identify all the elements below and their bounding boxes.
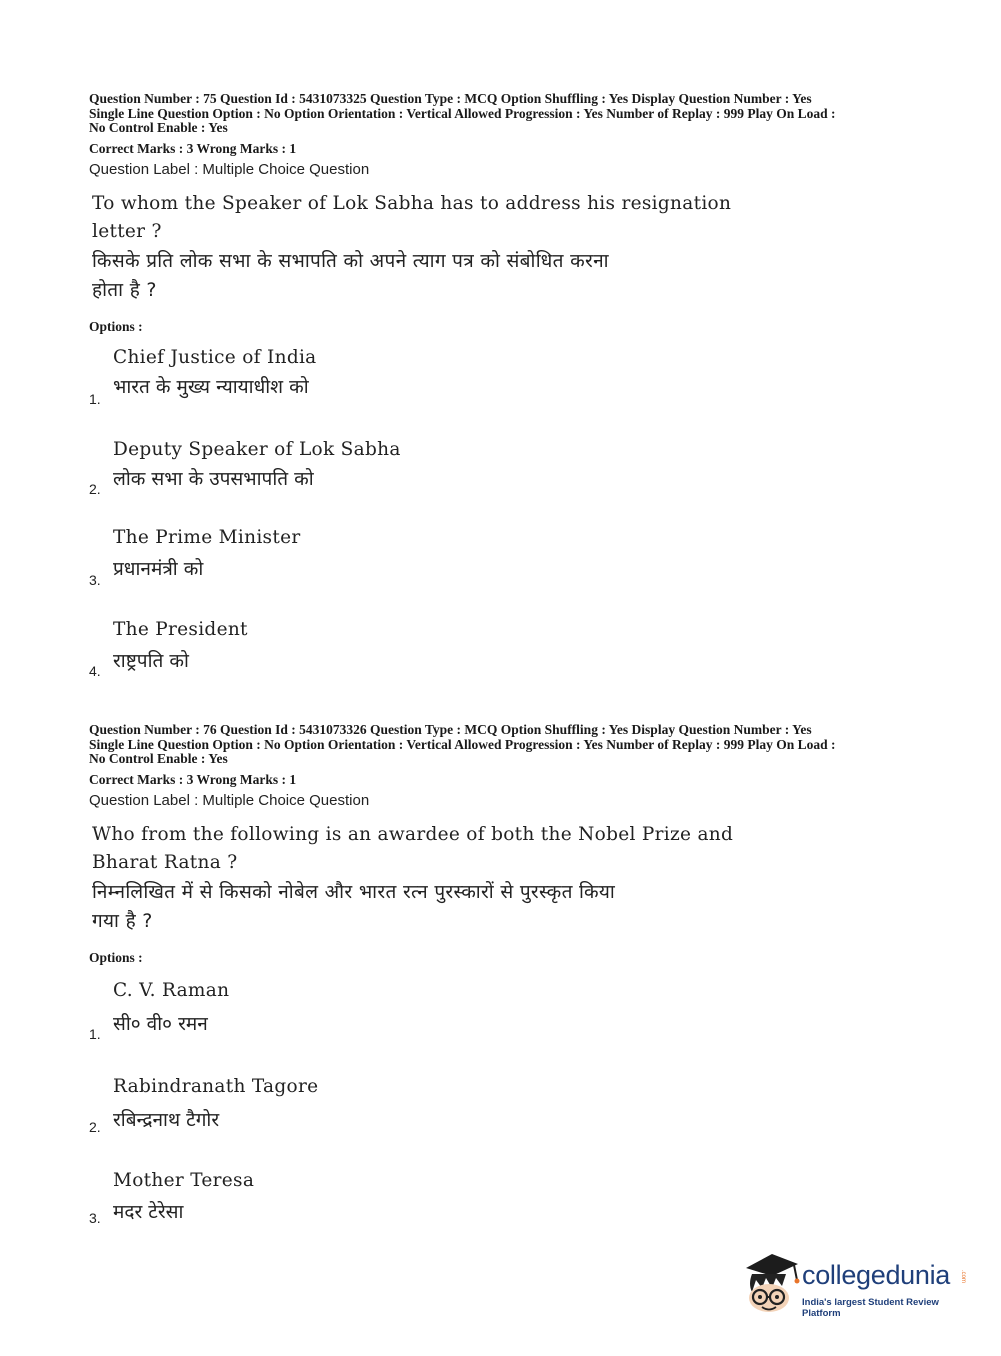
- question-text-line: To whom the Speaker of Lok Sabha has to address his resignation: [92, 192, 732, 214]
- logo-wordmark: collegedunia: [802, 1260, 951, 1290]
- question-text-line: Bharat Ratna ?: [92, 852, 238, 874]
- option-number: 2.: [89, 480, 101, 497]
- option-number: 2.: [89, 1118, 101, 1135]
- logo-tagline: India's largest Student Review Platform: [802, 1297, 939, 1319]
- option-text-english: Deputy Speaker of Lok Sabha: [113, 438, 401, 460]
- option-1[interactable]: [89, 980, 919, 1076]
- option-number: 3.: [89, 1209, 101, 1226]
- option-2[interactable]: [89, 1076, 919, 1170]
- question-text-line: किसके प्रति लोक सभा के सभापति को अपने त्याग पत्र को संबोधित करना: [92, 249, 609, 272]
- logo-suffix: .com: [960, 1270, 966, 1284]
- option-number: 1.: [89, 390, 101, 407]
- question-text-hindi: [92, 247, 782, 305]
- option-text-hindi: प्रधानमंत्री को: [113, 557, 204, 580]
- collegedunia-logo: [742, 1250, 972, 1320]
- option-text-english: The President: [113, 618, 248, 640]
- question-meta: [89, 92, 919, 136]
- question-marks: Correct Marks : 3 Wrong Marks : 1: [89, 771, 297, 787]
- option-2[interactable]: [89, 439, 919, 529]
- question-text-line: होता है ?: [92, 278, 157, 301]
- meta-line: Question Number : 75 Question Id : 5431073325 Question Type : MCQ Option Shuffling : Yes Display Question Number : Yes: [89, 91, 812, 106]
- meta-line: No Control Enable : Yes: [89, 751, 228, 767]
- meta-line: Question Number : 76 Question Id : 5431073326 Question Type : MCQ Option Shuffling : Yes Display Question Number : Yes: [89, 722, 812, 737]
- option-text-hindi: सी० वी० रमन: [113, 1012, 208, 1035]
- options-heading: Options :: [89, 318, 143, 334]
- meta-line: Single Line Question Option : No Option Orientation : Vertical Allowed Progression : Yes Number of Replay : 999 Play On Load :: [89, 105, 836, 121]
- options-list: [89, 347, 919, 709]
- option-text-english: Mother Teresa: [113, 1169, 255, 1191]
- option-text-hindi: लोक सभा के उपसभापति को: [113, 467, 314, 490]
- student-mascot-icon: [742, 1250, 802, 1316]
- option-text-hindi: राष्ट्रपति को: [113, 649, 189, 672]
- question-text-english: [92, 190, 782, 247]
- question-text-line: निम्नलिखित में से किसको नोबेल और भारत रत्न पुरस्कारों से पुरस्कृत किया: [92, 880, 616, 903]
- options-heading: Options :: [89, 949, 143, 965]
- question-meta: [89, 723, 919, 767]
- option-4[interactable]: [89, 619, 919, 709]
- question-marks: Correct Marks : 3 Wrong Marks : 1: [89, 140, 297, 156]
- question-label: Question Label : Multiple Choice Question: [89, 791, 370, 809]
- option-text-english: The Prime Minister: [113, 526, 301, 548]
- question-label: Question Label : Multiple Choice Question: [89, 160, 370, 178]
- option-text-english: C. V. Raman: [113, 979, 230, 1001]
- option-3[interactable]: [89, 1170, 919, 1260]
- question-text-line: Who from the following is an awardee of both the Nobel Prize and: [92, 823, 734, 845]
- question-text-english: [92, 821, 782, 878]
- question-text-line: गया है ?: [92, 909, 153, 932]
- question-block-75: [89, 92, 919, 709]
- option-1[interactable]: [89, 347, 919, 437]
- option-number: 4.: [89, 662, 101, 679]
- meta-line: Single Line Question Option : No Option Orientation : Vertical Allowed Progression : Yes Number of Replay : 999 Play On Load :: [89, 736, 836, 752]
- question-block-76: [89, 723, 919, 1260]
- option-number: 3.: [89, 571, 101, 588]
- option-text-hindi: भारत के मुख्य न्यायाधीश को: [113, 375, 309, 398]
- question-text-hindi: [92, 878, 782, 936]
- option-number: 1.: [89, 1025, 101, 1042]
- question-text-line: letter ?: [92, 221, 162, 243]
- options-list: [89, 980, 919, 1260]
- meta-line: No Control Enable : Yes: [89, 120, 228, 136]
- option-text-hindi: रबिन्द्रनाथ टैगोर: [113, 1108, 220, 1131]
- option-text-hindi: मदर टेरेसा: [113, 1200, 184, 1223]
- option-3[interactable]: [89, 527, 919, 617]
- option-text-english: Rabindranath Tagore: [113, 1075, 319, 1097]
- option-text-english: Chief Justice of India: [113, 346, 317, 368]
